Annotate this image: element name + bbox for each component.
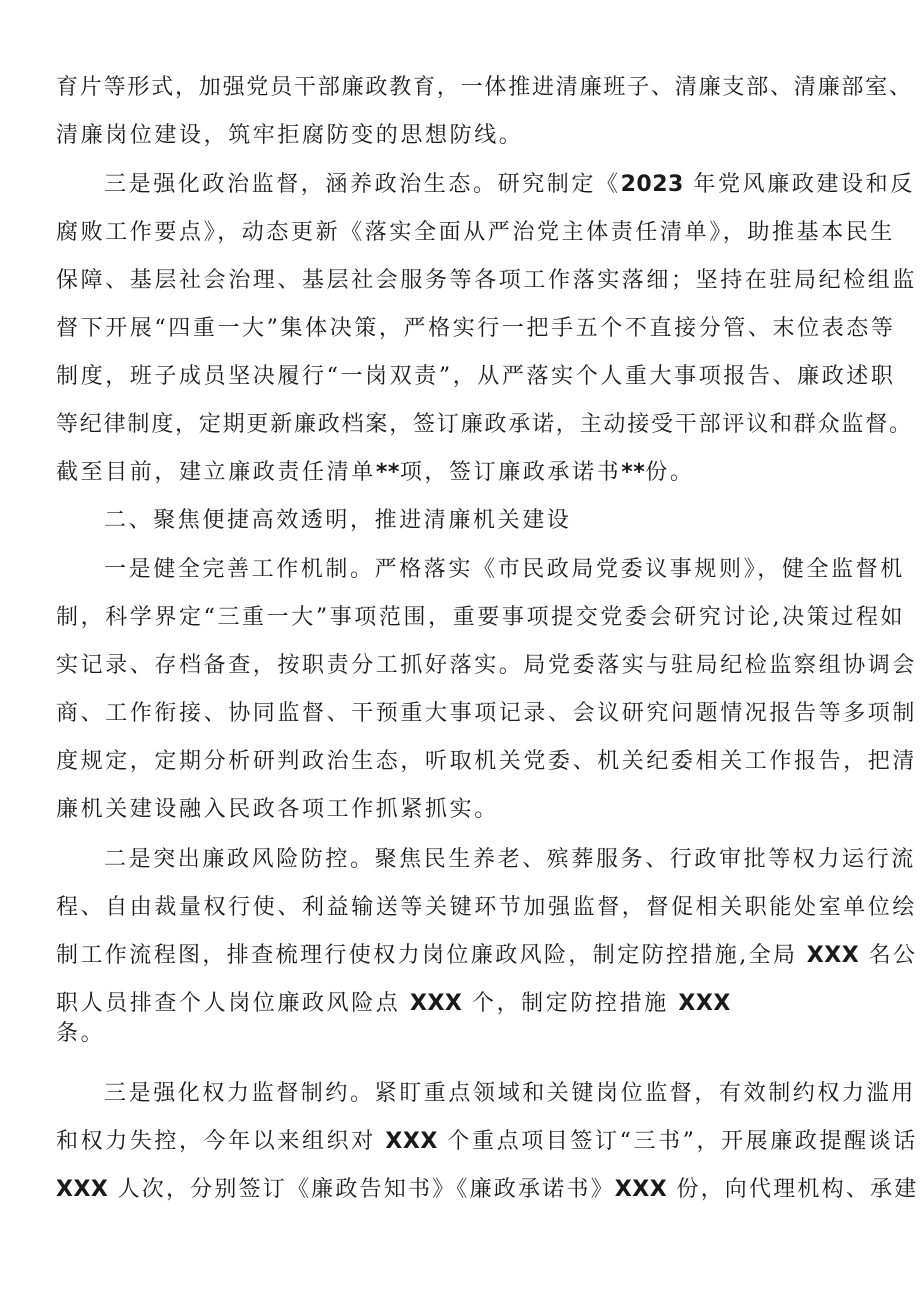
latin-token: XXX [56, 1177, 109, 1202]
paragraph-line: 腐败工作要点》，动态更新《落实全面从严治党主体责任清单》，助推基本民生 [56, 220, 896, 245]
paragraph-line: XXX 人次，分别签订《廉政告知书》《廉政承诺书》XXX 份，向代理机构、承建 [56, 1177, 919, 1202]
paragraph-line: 度规定，定期分析研判政治生态，听取机关党委、机关纪委相关工作报告，把清 [56, 749, 918, 774]
paragraph-line: 督下开展“四重一大”集体决策，严格实行一把手五个不直接分管、末位表态等 [56, 316, 896, 341]
paragraph-line: 职人员排查个人岗位廉政风险点 XXX 个，制定防控措施 XXX [56, 991, 731, 1016]
paragraph-line: 等纪律制度，定期更新廉政档案，签订廉政承诺，主动接受干部评议和群众监督。 [56, 412, 913, 437]
paragraph-line: 三是强化权力监督制约。紧盯重点领域和关键岗位监督，有效制约权力滥用 [104, 1081, 916, 1106]
paragraph-line: 廉机关建设融入民政各项工作抓紧抓实。 [56, 797, 499, 822]
paragraph-line: 程、自由裁量权行使、利益输送等关键环节加强监督，督促相关职能处室单位绘 [56, 895, 918, 920]
paragraph-line: 截至目前，建立廉政责任清单**项，签订廉政承诺书**份。 [56, 460, 695, 485]
latin-token: XXX [614, 1177, 668, 1202]
latin-token: XXX [806, 943, 860, 968]
latin-token: XXX [410, 991, 463, 1016]
latin-token: ** [375, 460, 400, 485]
paragraph-line: 制度，班子成员坚决履行“一岗双责”，从严落实个人重大事项报告、廉政述职 [56, 364, 896, 389]
paragraph-line: 实记录、存档备查，按职责分工抓好落实。局党委落实与驻局纪检监察组协调会 [56, 653, 918, 678]
paragraph-line: 和权力失控，今年以来组织对 XXX 个重点项目签订“三书”，开展廉政提醒谈话 [56, 1129, 918, 1154]
paragraph-line: 商、工作衔接、协同监督、干预重大事项记录、会议研究问题情况报告等多项制 [56, 701, 918, 726]
paragraph-line: 保障、基层社会治理、基层社会服务等各项工作落实落细；坚持在驻局纪检组监 [56, 268, 918, 293]
latin-token: XXX [385, 1129, 438, 1154]
paragraph-line: 清廉岗位建设，筑牢拒腐防变的思想防线。 [56, 123, 524, 148]
latin-token: 2023 [620, 172, 684, 197]
paragraph-line: 一是健全完善工作机制。严格落实《市民政局党委议事规则》，健全监督机 [104, 557, 905, 582]
paragraph-line: 制工作流程图，排查梳理行使权力岗位廉政风险，制定防控措施,全局 XXX 名公 [56, 943, 918, 968]
latin-token: ** [621, 460, 646, 485]
paragraph-line: 制，科学界定“三重一大”事项范围，重要事项提交党委会研究讨论,决策过程如 [56, 605, 906, 630]
section-heading: 二、聚焦便捷高效透明，推进清廉机关建设 [104, 508, 572, 533]
paragraph-line: 育片等形式，加强党员干部廉政教育，一体推进清廉班子、清廉支部、清廉部室、 [56, 75, 913, 100]
latin-token: XXX [678, 991, 731, 1016]
paragraph-line: 三是强化政治监督，涵养政治生态。研究制定《2023 年党风廉政建设和反 [104, 172, 915, 197]
paragraph-line: 二是突出廉政风险防控。聚焦民生养老、殡葬服务、行政审批等权力运行流 [104, 847, 916, 872]
paragraph-line: 条。 [56, 1021, 106, 1046]
